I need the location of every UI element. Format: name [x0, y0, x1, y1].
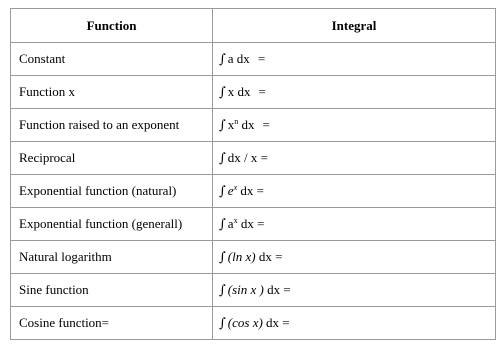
function-name-cell: Cosine function= — [11, 307, 213, 340]
integral-superscript: x — [233, 183, 238, 192]
function-name-cell: Natural logarithm — [11, 241, 213, 274]
integral-base: e — [227, 183, 234, 198]
integral-base: x — [227, 117, 235, 132]
integral-tail: dx — [238, 117, 255, 132]
function-name-cell: Reciprocal — [11, 142, 213, 175]
integral-tail: dx = — [262, 315, 290, 330]
integral-symbol: ∫ — [219, 118, 226, 133]
integral-equals: = — [262, 117, 270, 132]
integral-cell — [213, 274, 496, 307]
integral-cell — [213, 109, 496, 142]
table-row — [11, 208, 496, 241]
integral-cell — [213, 208, 496, 241]
function-name-cell: Sine function — [11, 274, 213, 307]
integral-cell — [213, 142, 496, 175]
table-row — [11, 43, 496, 76]
table-row — [11, 175, 496, 208]
table-row — [11, 109, 496, 142]
integral-expression: (ln x) — [227, 249, 256, 264]
function-name-cell: Constant — [11, 43, 213, 76]
table-row — [11, 76, 496, 109]
integral-expression: x dx — [227, 84, 251, 99]
integral-symbol: ∫ — [219, 52, 226, 67]
integral-expression: dx / x = — [227, 150, 268, 165]
integral-equals: = — [257, 51, 266, 66]
function-name-cell: Exponential function (generall) — [11, 208, 213, 241]
function-name-cell: Function raised to an exponent — [11, 109, 213, 142]
integrals-table-container — [10, 8, 495, 340]
header-integral: Integral — [213, 9, 496, 43]
integral-cell — [213, 175, 496, 208]
function-name-cell: Function x — [11, 76, 213, 109]
table-row — [11, 307, 496, 340]
integral-symbol: ∫ — [219, 316, 226, 331]
integral-symbol: ∫ — [219, 85, 226, 100]
integral-symbol: ∫ — [219, 217, 226, 232]
integral-cell — [213, 43, 496, 76]
integral-cell — [213, 241, 496, 274]
integral-symbol: ∫ — [219, 151, 226, 166]
table-row — [11, 142, 496, 175]
integral-equals: = — [258, 84, 266, 99]
integral-superscript: n — [234, 117, 239, 126]
integral-base: a — [227, 216, 234, 231]
integral-expression: (sin x ) — [227, 282, 264, 297]
integral-tail: dx = — [255, 249, 283, 264]
integral-expression: (cos x) — [227, 315, 263, 330]
integral-symbol: ∫ — [219, 250, 226, 265]
integral-cell — [213, 76, 496, 109]
table-header-row — [11, 9, 496, 43]
integral-superscript: x — [233, 216, 238, 225]
integral-expression: a dx — [227, 51, 250, 66]
integral-symbol: ∫ — [219, 283, 226, 298]
table-row — [11, 274, 496, 307]
integral-tail: dx = — [237, 183, 264, 198]
integral-cell — [213, 307, 496, 340]
integral-symbol: ∫ — [219, 184, 226, 199]
header-function: Function — [11, 9, 213, 43]
integrals-table — [10, 8, 496, 340]
integral-tail: dx = — [263, 282, 291, 297]
function-name-cell: Exponential function (natural) — [11, 175, 213, 208]
table-row — [11, 241, 496, 274]
integral-tail: dx = — [237, 216, 265, 231]
